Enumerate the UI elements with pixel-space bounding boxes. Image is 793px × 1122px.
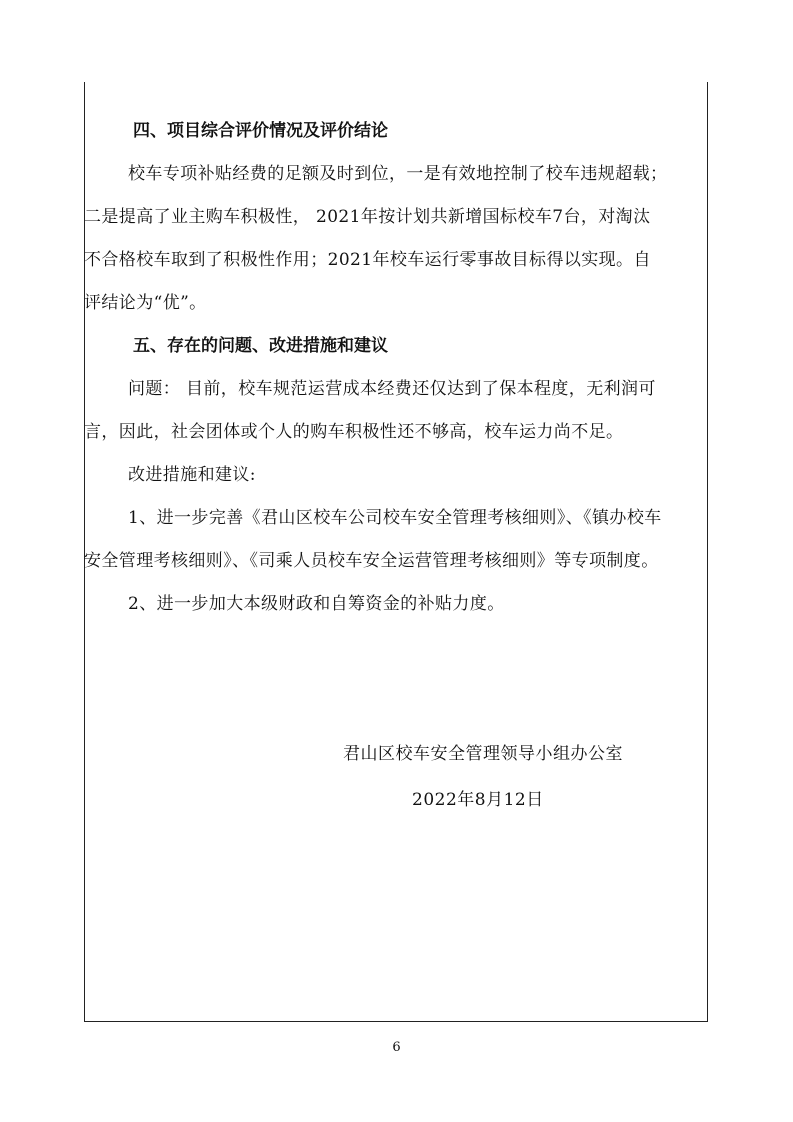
problem-line-1: 问题： 目前，校车规范运营成本经费还仅达到了保本程度，无利润可 — [128, 379, 656, 399]
measure-1-paragraph — [84, 497, 686, 583]
section-4-heading: 四、项目综合评价情况及评价结论 — [133, 121, 388, 141]
section-5-heading: 五、存在的问题、改进措施和建议 — [133, 336, 388, 356]
document-body — [84, 110, 708, 626]
measure-2-line: 2、进一步加大本级财政和自筹资金的补贴力度。 — [128, 594, 505, 614]
measure-1-line-1: 1、进一步完善《君山区校车公司校车安全管理考核细则》、《镇办校车 — [128, 508, 662, 528]
signature-date: 2022年8月12日 — [412, 790, 544, 810]
measures-label: 改进措施和建议: — [128, 465, 256, 485]
measures-label-paragraph — [128, 454, 686, 497]
section-4-paragraph — [84, 153, 686, 325]
measure-2-paragraph — [128, 583, 686, 626]
problem-line-2: 言，因此，社会团体或个人的购车积极性还不够高，校车运力尚不足。 — [84, 422, 624, 442]
measure-1-line-2: 安全管理考核细则》、《司乘人员校车安全运营管理考核细则》等专项制度。 — [84, 551, 659, 571]
section-4-line-1: 校车专项补贴经费的足额及时到位，一是有效地控制了校车违规超载； — [128, 164, 668, 184]
section-4-line-3: 不合格校车取到了积极性作用；2021年校车运行零事故目标得以实现。自 — [84, 250, 651, 270]
section-4-line-4: 评结论为“优”。 — [84, 293, 207, 313]
signature-org: 君山区校车安全管理领导小组办公室 — [343, 744, 623, 764]
section-4-line-2: 二是提高了业主购车积极性， 2021年按计划共新增国标校车7台，对淘汰 — [84, 207, 651, 227]
problem-paragraph — [84, 368, 686, 454]
page-number: 6 — [392, 1040, 401, 1055]
